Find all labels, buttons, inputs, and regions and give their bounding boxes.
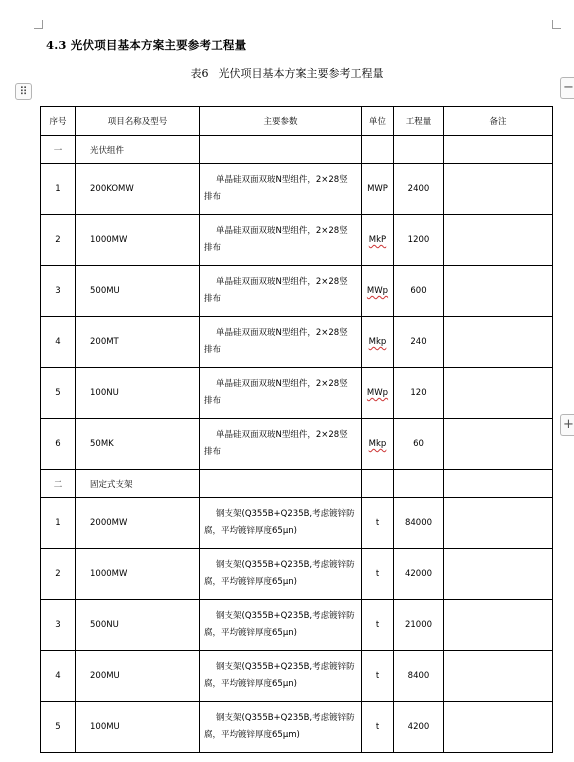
row-note [444,702,553,753]
row-note [444,419,553,470]
col-header-no: 序号 [41,107,76,136]
row-params: 单晶硅双面双玻N型组件，2×28竖排布 [200,266,362,317]
row-unit-text: t [375,518,380,528]
row-params: 单晶硅双面双玻N型组件，2×28竖排布 [200,317,362,368]
empty-cell [362,136,394,164]
row-no: 4 [41,651,76,702]
row-unit-text: t [375,722,380,732]
row-unit-text: t [375,569,380,579]
row-model: 1000MW [76,549,200,600]
row-unit-text: MWp [366,388,389,398]
row-no: 5 [41,702,76,753]
row-unit [362,702,394,753]
table-row [41,419,553,470]
row-quantity: 1200 [394,215,444,266]
row-quantity: 84000 [394,498,444,549]
row-unit [362,549,394,600]
col-header-note: 备注 [444,107,553,136]
row-model: 50MK [76,419,200,470]
table-row [41,164,553,215]
row-unit-text: t [375,620,380,630]
empty-cell [444,470,553,498]
col-header-params: 主要参数 [200,107,362,136]
row-model: 500MU [76,266,200,317]
group-name: 固定式支架 [76,470,200,498]
row-quantity: 600 [394,266,444,317]
row-params: 单晶硅双面双玻N型组件，2×28竖排布 [200,368,362,419]
group-no: 一 [41,136,76,164]
table-header-row [41,107,553,136]
row-params: 钢支架(Q355B+Q235B,考虑镀锌防腐，平均镀锌厚度65μn) [200,498,362,549]
row-no: 4 [41,317,76,368]
row-quantity: 60 [394,419,444,470]
margin-corner-top-left [34,20,43,29]
row-quantity: 2400 [394,164,444,215]
row-quantity: 21000 [394,600,444,651]
table-row [41,549,553,600]
col-header-name: 项目名称及型号 [76,107,200,136]
row-note [444,549,553,600]
row-unit-text: MkP [368,235,387,245]
quantities-table [40,106,553,753]
row-no: 2 [41,215,76,266]
table-row [41,600,553,651]
row-quantity: 120 [394,368,444,419]
row-note [444,600,553,651]
table-row [41,266,553,317]
row-note [444,317,553,368]
group-no: 二 [41,470,76,498]
row-no: 5 [41,368,76,419]
table-row [41,368,553,419]
row-unit [362,651,394,702]
table-move-handle[interactable] [15,83,32,100]
row-unit-text: Mkp [368,337,387,347]
table-caption [0,65,574,81]
row-params: 钢支架(Q355B+Q235B,考虑镀锌防腐，平均镀锌厚度65μn) [200,600,362,651]
row-model: 200KOMW [76,164,200,215]
empty-cell [394,136,444,164]
row-params: 钢支架(Q355B+Q235B,考虑镀锌防腐，平均镀锌厚度65μn) [200,549,362,600]
table-caption-title: 光伏项目基本方案主要参考工程量 [218,67,384,80]
plus-icon: + [563,417,574,432]
row-unit-text: MWp [366,286,389,296]
drag-handle-icon: ⠿ [19,85,28,98]
empty-cell [444,136,553,164]
table-row [41,702,553,753]
table-row [41,317,553,368]
row-model: 1000MW [76,215,200,266]
row-note [444,164,553,215]
row-params: 单晶硅双面双玻N型组件，2×28竖排布 [200,164,362,215]
row-params: 钢支架(Q355B+Q235B,考虑镀锌防腐，平均镀锌厚度65μn) [200,651,362,702]
row-params: 单晶硅双面双玻N型组件，2×28竖排布 [200,215,362,266]
table-caption-label: 表6 [190,67,209,80]
row-unit [362,419,394,470]
row-quantity: 4200 [394,702,444,753]
row-quantity: 8400 [394,651,444,702]
empty-cell [362,470,394,498]
collapse-button[interactable] [560,77,574,99]
empty-cell [200,470,362,498]
row-unit [362,600,394,651]
row-unit [362,266,394,317]
row-note [444,651,553,702]
row-unit [362,498,394,549]
row-model: 200MT [76,317,200,368]
row-model: 100MU [76,702,200,753]
row-quantity: 42000 [394,549,444,600]
row-note [444,215,553,266]
row-no: 1 [41,164,76,215]
add-row-button[interactable] [560,414,574,436]
row-params: 单晶硅双面双玻N型组件，2×28竖排布 [200,419,362,470]
row-model: 200MU [76,651,200,702]
empty-cell [394,470,444,498]
section-heading: 4.3 光伏项目基本方案主要参考工程量 [46,38,247,52]
row-no: 2 [41,549,76,600]
table-row [41,651,553,702]
row-params: 钢支架(Q355B+Q235B,考虑镀锌防腐，平均镀锌厚度65μm) [200,702,362,753]
row-model: 500NU [76,600,200,651]
col-header-qty: 工程量 [394,107,444,136]
empty-cell [200,136,362,164]
row-quantity: 240 [394,317,444,368]
row-note [444,498,553,549]
group-row [41,136,553,164]
row-unit [362,368,394,419]
table-row [41,498,553,549]
row-model: 100NU [76,368,200,419]
table-row [41,215,553,266]
row-unit-text: MWP [367,184,388,194]
row-no: 1 [41,498,76,549]
row-no: 3 [41,266,76,317]
group-row [41,470,553,498]
group-name: 光伏组件 [76,136,200,164]
row-note [444,266,553,317]
row-no: 3 [41,600,76,651]
row-note [444,368,553,419]
row-unit [362,215,394,266]
row-unit-text: Mkp [368,439,387,449]
col-header-unit: 单位 [362,107,394,136]
margin-corner-top-right [552,20,561,29]
row-no: 6 [41,419,76,470]
row-unit [362,164,394,215]
row-unit [362,317,394,368]
minus-icon: − [563,80,574,95]
row-model: 2000MW [76,498,200,549]
row-unit-text: t [375,671,380,681]
